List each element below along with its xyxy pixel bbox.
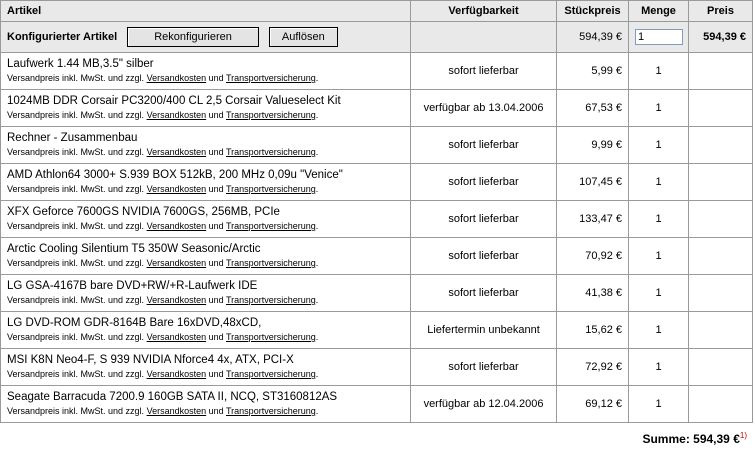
- shipping-note-prefix: Versandpreis inkl. MwSt. und zzgl.: [7, 332, 145, 342]
- quantity-cell: 1: [629, 53, 689, 90]
- table-row: [1, 127, 753, 164]
- unit-price-cell: 107,45 €: [557, 164, 629, 201]
- configured-article-label: Konfigurierter Artikel: [7, 31, 118, 43]
- table-row: [1, 312, 753, 349]
- product-cell: [1, 201, 411, 238]
- quantity-cell: 1: [629, 238, 689, 275]
- shipping-note-prefix: Versandpreis inkl. MwSt. und zzgl.: [7, 369, 145, 379]
- shipping-note: [7, 146, 404, 158]
- product-cell: [1, 349, 411, 386]
- shipping-costs-link[interactable]: Versandkosten: [146, 332, 207, 342]
- configured-article-cell: [1, 22, 411, 53]
- shipping-note-period: .: [315, 332, 319, 342]
- shipping-note: [7, 331, 404, 343]
- table-row: [1, 238, 753, 275]
- quantity-cell: 1: [629, 275, 689, 312]
- unit-price-cell: 69,12 €: [557, 386, 629, 423]
- shipping-note-conjunction: und: [208, 332, 224, 342]
- shipping-note-period: .: [315, 221, 319, 231]
- configured-price: 594,39 €: [689, 22, 753, 53]
- quantity-cell: 1: [629, 386, 689, 423]
- availability-cell: sofort lieferbar: [411, 275, 557, 312]
- product-name: Seagate Barracuda 7200.9 160GB SATA II, NCQ, ST3160812AS: [7, 391, 338, 403]
- shipping-note-conjunction: und: [208, 184, 224, 194]
- availability-cell: sofort lieferbar: [411, 349, 557, 386]
- column-header-availability: Verfügbarkeit: [411, 1, 557, 22]
- quantity-cell: 1: [629, 127, 689, 164]
- availability-cell: sofort lieferbar: [411, 127, 557, 164]
- summary-footnote: 1): [739, 431, 747, 440]
- price-cell: [689, 53, 753, 90]
- shipping-costs-link[interactable]: Versandkosten: [146, 406, 207, 416]
- shipping-note: [7, 109, 404, 121]
- column-header-quantity: Menge: [629, 1, 689, 22]
- shipping-note-period: .: [315, 110, 319, 120]
- product-cell: [1, 312, 411, 349]
- quantity-cell: 1: [629, 90, 689, 127]
- product-name: XFX Geforce 7600GS NVIDIA 7600GS, 256MB, PCIe: [7, 206, 280, 218]
- shipping-note-conjunction: und: [208, 110, 224, 120]
- transport-insurance-link[interactable]: Transportversicherung: [226, 406, 316, 416]
- shipping-note-prefix: Versandpreis inkl. MwSt. und zzgl.: [7, 406, 145, 416]
- configured-article-row: [1, 22, 753, 53]
- price-cell: [689, 312, 753, 349]
- shipping-note-period: .: [315, 406, 319, 416]
- shipping-note-conjunction: und: [208, 295, 224, 305]
- quantity-input[interactable]: [635, 29, 683, 45]
- price-cell: [689, 90, 753, 127]
- unit-price-cell: 41,38 €: [557, 275, 629, 312]
- product-cell: [1, 275, 411, 312]
- configured-availability-cell: [411, 22, 557, 53]
- shipping-note-prefix: Versandpreis inkl. MwSt. und zzgl.: [7, 147, 145, 157]
- table-row: [1, 53, 753, 90]
- column-header-price: Preis: [689, 1, 753, 22]
- quantity-cell: 1: [629, 349, 689, 386]
- table-row: [1, 90, 753, 127]
- shipping-note-period: .: [315, 147, 319, 157]
- shipping-note: [7, 294, 404, 306]
- product-name: Rechner - Zusammenbau: [7, 132, 138, 144]
- product-name: AMD Athlon64 3000+ S.939 BOX 512kB, 200 MHz 0,09u "Venice": [7, 169, 343, 181]
- availability-cell: sofort lieferbar: [411, 53, 557, 90]
- unit-price-cell: 5,99 €: [557, 53, 629, 90]
- product-name: Laufwerk 1.44 MB,3.5" silber: [7, 58, 154, 70]
- summary-line: [0, 423, 753, 446]
- shipping-note: [7, 72, 404, 84]
- price-cell: [689, 164, 753, 201]
- unit-price-cell: 70,92 €: [557, 238, 629, 275]
- table-row: [1, 201, 753, 238]
- transport-insurance-link[interactable]: Transportversicherung: [226, 184, 316, 194]
- quantity-cell: 1: [629, 164, 689, 201]
- column-header-unit-price: Stückpreis: [557, 1, 629, 22]
- price-cell: [689, 275, 753, 312]
- shipping-note-prefix: Versandpreis inkl. MwSt. und zzgl.: [7, 258, 145, 268]
- shipping-note-period: .: [315, 295, 319, 305]
- column-header-article: Artikel: [1, 1, 411, 22]
- summary-amount: 594,39 €: [693, 432, 740, 446]
- transport-insurance-link[interactable]: Transportversicherung: [226, 147, 316, 157]
- shipping-costs-link[interactable]: Versandkosten: [146, 110, 207, 120]
- transport-insurance-link[interactable]: Transportversicherung: [226, 110, 316, 120]
- shipping-costs-link[interactable]: Versandkosten: [146, 295, 207, 305]
- shipping-costs-link[interactable]: Versandkosten: [146, 221, 207, 231]
- shipping-note: [7, 220, 404, 232]
- product-cell: [1, 386, 411, 423]
- shipping-note-prefix: Versandpreis inkl. MwSt. und zzgl.: [7, 73, 145, 83]
- unit-price-cell: 9,99 €: [557, 127, 629, 164]
- product-cell: [1, 53, 411, 90]
- price-cell: [689, 386, 753, 423]
- product-cell: [1, 127, 411, 164]
- transport-insurance-link[interactable]: Transportversicherung: [226, 295, 316, 305]
- product-name: Arctic Cooling Silentium T5 350W Seasonic/Arctic: [7, 243, 261, 255]
- shipping-costs-link[interactable]: Versandkosten: [146, 258, 207, 268]
- availability-cell: sofort lieferbar: [411, 164, 557, 201]
- transport-insurance-link[interactable]: Transportversicherung: [226, 369, 316, 379]
- price-cell: [689, 127, 753, 164]
- shipping-note: [7, 257, 404, 269]
- quantity-cell: 1: [629, 201, 689, 238]
- summary-label: Summe:: [642, 432, 690, 446]
- table-row: [1, 275, 753, 312]
- configured-quantity-cell: [629, 22, 689, 53]
- shipping-note-conjunction: und: [208, 147, 224, 157]
- shipping-note-prefix: Versandpreis inkl. MwSt. und zzgl.: [7, 221, 145, 231]
- dissolve-button[interactable]: Auflösen: [269, 27, 338, 47]
- table-row: [1, 386, 753, 423]
- price-cell: [689, 201, 753, 238]
- availability-cell: Liefertermin unbekannt: [411, 312, 557, 349]
- unit-price-cell: 133,47 €: [557, 201, 629, 238]
- unit-price-cell: 67,53 €: [557, 90, 629, 127]
- transport-insurance-link[interactable]: Transportversicherung: [226, 258, 316, 268]
- product-cell: [1, 90, 411, 127]
- shipping-note-period: .: [315, 369, 319, 379]
- shipping-note-conjunction: und: [208, 406, 224, 416]
- shipping-note-prefix: Versandpreis inkl. MwSt. und zzgl.: [7, 295, 145, 305]
- shipping-note: [7, 405, 404, 417]
- unit-price-cell: 15,62 €: [557, 312, 629, 349]
- shipping-costs-link[interactable]: Versandkosten: [146, 184, 207, 194]
- configured-unit-price: 594,39 €: [557, 22, 629, 53]
- shipping-note-prefix: Versandpreis inkl. MwSt. und zzgl.: [7, 184, 145, 194]
- product-cell: [1, 238, 411, 275]
- transport-insurance-link[interactable]: Transportversicherung: [226, 332, 316, 342]
- table-row: [1, 349, 753, 386]
- price-cell: [689, 349, 753, 386]
- shipping-costs-link[interactable]: Versandkosten: [146, 73, 207, 83]
- shipping-note-conjunction: und: [208, 369, 224, 379]
- transport-insurance-link[interactable]: Transportversicherung: [226, 221, 316, 231]
- availability-cell: sofort lieferbar: [411, 238, 557, 275]
- shipping-note-period: .: [315, 73, 319, 83]
- shipping-note-period: .: [315, 184, 319, 194]
- price-cell: [689, 238, 753, 275]
- shipping-note: [7, 368, 404, 380]
- product-name: MSI K8N Neo4-F, S 939 NVIDIA Nforce4 4x, ATX, PCI-X: [7, 354, 294, 366]
- availability-cell: verfügbar ab 13.04.2006: [411, 90, 557, 127]
- product-cell: [1, 164, 411, 201]
- table-header-row: [1, 1, 753, 22]
- shipping-costs-link[interactable]: Versandkosten: [146, 147, 207, 157]
- reconfigure-button[interactable]: Rekonfigurieren: [127, 27, 259, 47]
- quantity-cell: 1: [629, 312, 689, 349]
- shipping-note: [7, 183, 404, 195]
- product-name: LG GSA-4167B bare DVD+RW/+R-Laufwerk IDE: [7, 280, 258, 292]
- transport-insurance-link[interactable]: Transportversicherung: [226, 73, 316, 83]
- shipping-note-conjunction: und: [208, 73, 224, 83]
- availability-cell: sofort lieferbar: [411, 201, 557, 238]
- shipping-note-prefix: Versandpreis inkl. MwSt. und zzgl.: [7, 110, 145, 120]
- shipping-note-period: .: [315, 258, 319, 268]
- availability-cell: verfügbar ab 12.04.2006: [411, 386, 557, 423]
- shipping-costs-link[interactable]: Versandkosten: [146, 369, 207, 379]
- product-name: 1024MB DDR Corsair PC3200/400 CL 2,5 Corsair Valueselect Kit: [7, 95, 341, 107]
- shipping-note-conjunction: und: [208, 221, 224, 231]
- product-name: LG DVD-ROM GDR-8164B Bare 16xDVD,48xCD,: [7, 317, 262, 329]
- unit-price-cell: 72,92 €: [557, 349, 629, 386]
- table-row: [1, 164, 753, 201]
- shipping-note-conjunction: und: [208, 258, 224, 268]
